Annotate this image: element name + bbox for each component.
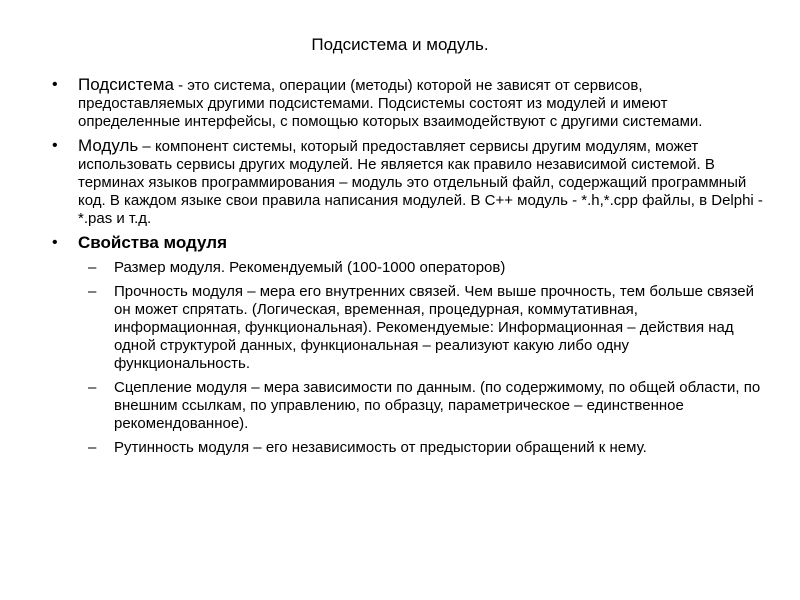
definition-module: – компонент системы, который предоставляет сервисы другим модулям, может использовать сервисы других модулей. Не является как правило независимой системой. В терминах языков программирования – модуль это отдельный файл, содержащий программный код. В каждом языке свои правила написания модулей. В С++ модуль - *.h,*.cpp файлы, в Delphi - *.pas и т.д. <box>78 138 763 227</box>
term-module: Модуль <box>78 136 139 155</box>
property-module-routineness: – Рутинность модуля – его независимость от предыстории обращений к нему. <box>78 439 764 457</box>
slide-title: Подсистема и модуль. <box>311 35 489 54</box>
module-properties-list <box>78 259 764 457</box>
bullet-list <box>52 76 764 463</box>
bullet-module <box>52 137 764 228</box>
bullet-module-properties <box>52 234 764 457</box>
property-module-strength: – Прочность модуля – мера его внутренних связей. Чем выше прочность, тем больше связей он может спрятать. (Логическая, временная, процедурная, коммутативная, информационная, функциональная). Рекомендуемые: Информационная – действия над одной структурой данных, функциональная – реализуют какую либо одну функциональность. <box>78 283 764 373</box>
property-module-coupling: – Сцепление модуля – мера зависимости по данным. (по содержимому, по общей области, по внешним ссылкам, по управлению, по образцу, параметрическое – единственное рекомендованное). <box>78 379 764 433</box>
bullet-subsystem <box>52 76 764 131</box>
module-properties-heading: Свойства модуля <box>78 233 227 252</box>
property-module-size: – Размер модуля. Рекомендуемый (100-1000 операторов) <box>78 259 764 277</box>
definition-subsystem: - это система, операции (методы) которой не зависят от сервисов, предоставляемых другими подсистемами. Подсистемы состоят из модулей и имеют определенные интерфейсы, с помощью которых взаимодействуют с другими системами. <box>78 77 703 130</box>
term-subsystem: Подсистема <box>78 75 174 94</box>
